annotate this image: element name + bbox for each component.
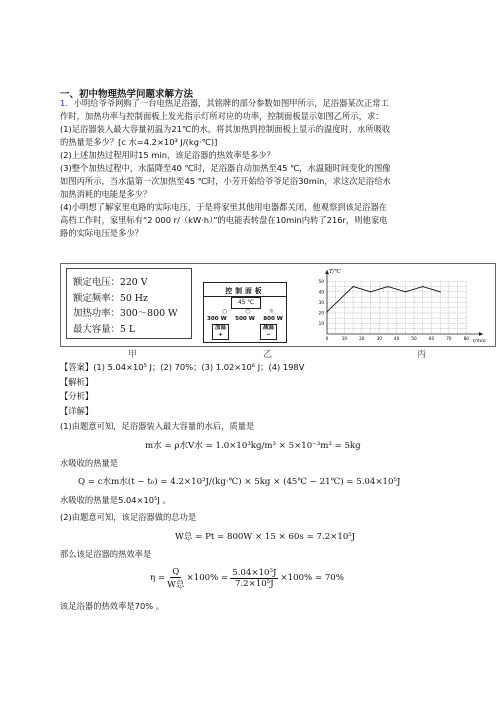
- plus-icon: +: [218, 332, 223, 338]
- fraction-numerator: Q: [172, 566, 180, 577]
- y-axis-label: T/℃: [329, 269, 341, 275]
- spec-frequency: 额定频率：50 Hz: [73, 292, 148, 304]
- control-panel: [203, 282, 287, 343]
- spec-power: 加热功率：300～800 W: [73, 308, 178, 319]
- detail-text: (1)由题意可知，足浴器装入最大容量的水后，质量是: [60, 421, 255, 431]
- data-point: [405, 291, 406, 292]
- led-on-icon: ☼: [268, 308, 274, 315]
- detail-text: 那么该足浴器的热效率是: [60, 549, 152, 559]
- heat-up-label: 加温: [214, 325, 227, 331]
- nameplate-spec: [66, 268, 192, 339]
- formula-work: W总 = Pt = 800W × 15 × 60s = 7.2×10⁵J: [175, 532, 356, 542]
- fraction-denominator: W总: [167, 579, 185, 590]
- figure-box: [60, 263, 496, 347]
- power-level-label: 500 W: [235, 316, 255, 322]
- question-line: (3)整个加热过程中，水温降至40 ℃时，足浴器自动加热至45 ℃，水温随时间变化的图像: [60, 163, 391, 173]
- x-tick-label: 10: [341, 336, 348, 341]
- x-tick-label: 70: [446, 336, 452, 341]
- fraction: [230, 568, 278, 589]
- detail-text: (2)由题意可知，该足浴器做的总功是: [60, 512, 197, 522]
- heat-up-button[interactable]: [212, 324, 229, 340]
- data-point: [370, 291, 371, 292]
- panel-title: 控制面板: [204, 285, 286, 297]
- question-line: (2)上述加热过程用时15 min，该足浴器的热效率是多少？: [60, 150, 275, 160]
- y-tick-label: 10: [318, 320, 324, 326]
- data-point: [440, 291, 441, 292]
- question-line: 加热消耗的电能是多少？: [60, 189, 152, 199]
- fraction-denominator: 7.2×10⁵J: [234, 578, 274, 589]
- led-off-icon: ○: [222, 308, 228, 315]
- data-point: [326, 311, 327, 312]
- led-off-icon: ○: [245, 308, 251, 315]
- question-line: 路的实际电压是多少？: [60, 228, 143, 238]
- question-line: 作时，加热功率与控制面板上发光指示灯所对应的功率，控制面板显示如图乙所示，求：: [60, 111, 384, 121]
- spec-voltage: 额定电压：220 V: [73, 277, 148, 288]
- question-line: (1)足浴器装入最大容量初温为21℃的水，将其加热到控制面板上显示的温度时，水所吸收: [60, 124, 391, 134]
- power-level-label: 300 W: [207, 316, 227, 322]
- caption-yi: 乙: [263, 350, 273, 360]
- question-line: 如图丙所示，当水温第一次加热至45 ℃时，小芳开始给爷爷足浴30min，求这次足浴给水: [60, 176, 391, 186]
- tag-fenxi: 【分析】: [60, 391, 94, 401]
- temperature-display: 45 ℃: [231, 297, 261, 309]
- detail-text: 水吸收的热量是5.04×10⁵J 。: [60, 495, 171, 505]
- caption-jia: 甲: [128, 350, 138, 360]
- heat-down-label: 减温: [262, 325, 275, 331]
- eta-symbol: η =: [150, 573, 166, 583]
- x-tick-label: 30: [376, 336, 382, 341]
- data-point: [353, 286, 354, 287]
- section-title: 一、初中物理热学问题求解方法: [60, 89, 194, 100]
- y-tick-label: 30: [318, 299, 324, 305]
- caption-bing: 丙: [417, 350, 427, 360]
- y-tick-label: 20: [318, 310, 324, 316]
- x-tick-label: 50: [411, 336, 417, 341]
- indicator-lights: [222, 308, 274, 315]
- percent-text: ×100% =: [186, 573, 229, 583]
- tag-analysis: 【解析】: [60, 377, 94, 387]
- tag-detail: 【详解】: [60, 406, 94, 416]
- x-tick-label: 0: [325, 336, 329, 341]
- formula-efficiency: [150, 562, 344, 594]
- data-point: [387, 286, 388, 287]
- heat-down-button[interactable]: [260, 324, 277, 340]
- temperature-series-line: [327, 287, 440, 312]
- minus-icon: −: [266, 332, 271, 338]
- x-tick-label: 40: [393, 336, 400, 341]
- question-line: 高档工作时，家里标有“2 000 r/（kW·h）”的电能表转盘在10min内转了216r，则他家电: [60, 215, 388, 225]
- detail-text: 该足浴器的热效率是70% 。: [60, 601, 165, 611]
- x-axis-arrow-icon: [479, 332, 483, 336]
- percent-result: ×100% = 70%: [280, 573, 344, 583]
- detail-text: 水吸收的热量是: [60, 458, 119, 468]
- question-number: 1．: [60, 98, 74, 108]
- formula-mass: m水 = ρ水V水 = 1.0×10³kg/m³ × 5×10⁻³m³ = 5kg: [145, 441, 361, 451]
- fraction-numerator: 5.04×10⁵J: [232, 567, 277, 578]
- x-axis-label: t/min: [473, 339, 486, 344]
- data-point: [422, 286, 423, 287]
- formula-heat: Q = c水m水(t − t₀) = 4.2×10³J/(kg·℃) × 5kg × (45℃ − 21℃) = 5.04×10⁵J: [78, 477, 401, 487]
- power-level-label: 800 W: [263, 316, 283, 322]
- spec-capacity: 最大容量：5 L: [73, 323, 136, 335]
- power-levels: [207, 316, 283, 322]
- question-line: 小明给爷爷网购了一台电热足浴器，其铭牌的部分参数如图甲所示，足浴器某次正常工: [73, 98, 389, 108]
- y-tick-label: 40: [318, 289, 324, 295]
- temperature-time-chart: [305, 266, 491, 344]
- y-tick-label: 50: [318, 278, 324, 284]
- answer-line: 【答案】(1) 5.04×10⁵ J；(2) 70%；(3) 1.02×10⁶ J；(4) 198V: [60, 362, 305, 372]
- x-tick-label: 20: [359, 336, 365, 341]
- fraction: [167, 567, 184, 590]
- x-tick-label: 80: [463, 336, 469, 341]
- question-line: 的热量是多少？[c 水=4.2×10³ J/(kg·℃)]: [60, 137, 218, 147]
- x-tick-label: 60: [428, 336, 435, 341]
- question-line: (4)小明想了解家里电路的实际电压，于是将家里其他用电器都关闭，他观察到该足浴器在: [60, 202, 388, 212]
